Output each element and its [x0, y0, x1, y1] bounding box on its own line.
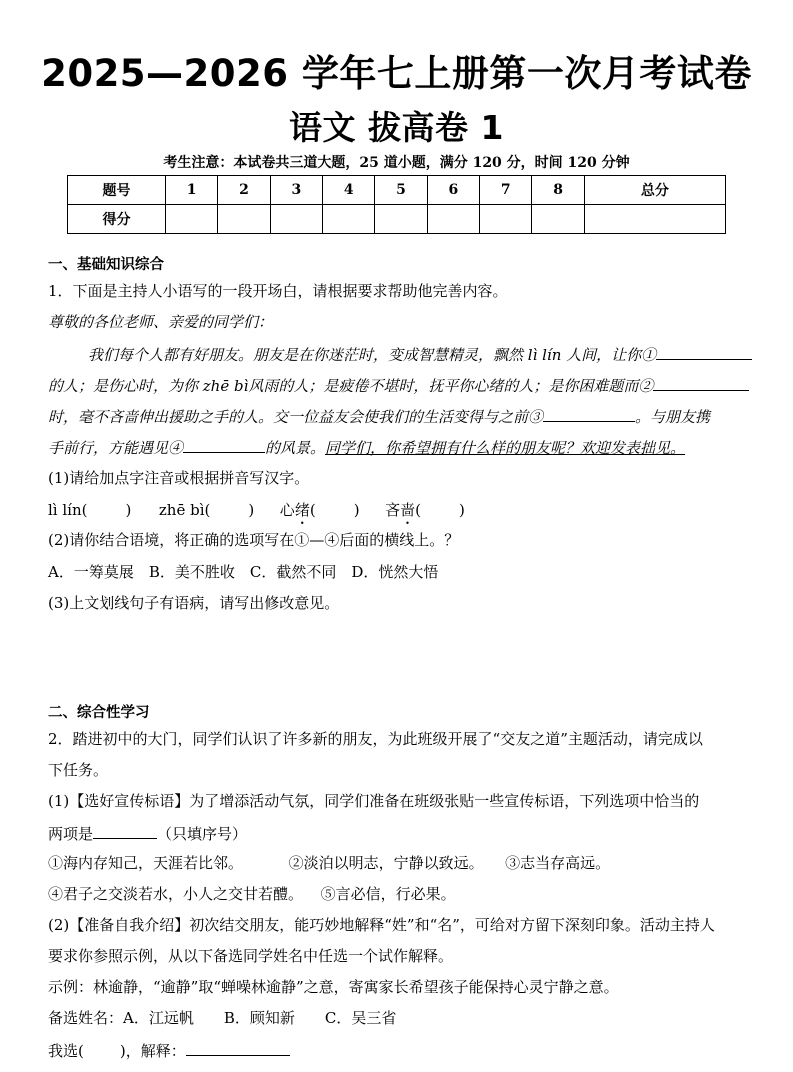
pinyin-item-b: zhē bì(: [158, 501, 211, 519]
q2-sub1-text: 两项是: [48, 825, 94, 843]
score-cell[interactable]: [270, 205, 322, 234]
q1-pinyin-row: [48, 499, 748, 528]
q1-stem: 1．下面是主持人小语写的一段开场白，请根据要求帮助他完善内容。: [48, 282, 508, 300]
score-col-5: 5: [375, 176, 427, 205]
paren-close: ): [353, 501, 360, 519]
q1-para-line2: [48, 374, 748, 396]
score-cell[interactable]: [218, 205, 270, 234]
answer-slot-d[interactable]: [421, 499, 459, 515]
q2-example: 示例：林逾静，“逾静”取“蝉噪林逾静”之意，寄寓家长希望孩子能保持心灵宁静之意。: [48, 978, 619, 996]
score-cell[interactable]: [375, 205, 427, 234]
score-col-7: 7: [480, 176, 532, 205]
slogan-option-4: ④君子之交淡若水，小人之交甘若醴。: [48, 885, 304, 903]
paren-close: ): [459, 501, 465, 519]
q1-para-text: 我们每个人都有好朋友。朋友是在你迷茫时，变成智慧精灵，飘然 lì lín 人间，让你①: [88, 346, 657, 364]
char-item-d: 吝: [385, 501, 401, 519]
q1-sub3: (3)上文划线句子有语病，请写出修改意见。: [48, 594, 340, 612]
underlined-sentence: 同学们，你希望拥有什么样的朋友呢？欢迎发表拙见。: [325, 439, 686, 457]
q2-sub1-line1: (1)【选好宣传标语】为了增添活动气氛，同学们准备在班级张贴一些宣传标语，下列选项中恰当的: [48, 792, 700, 810]
q1-para-text: 手前行，方能遇见④: [48, 439, 184, 457]
score-col-6: 6: [427, 176, 479, 205]
slogan-option-1: ①海内存知己，天涯若比邻。: [48, 854, 244, 872]
q2-sub1-text: （只填序号）: [157, 825, 248, 843]
score-cell[interactable]: [427, 205, 479, 234]
answer-blank-slogans[interactable]: [93, 822, 157, 839]
score-cell[interactable]: [166, 205, 218, 234]
answer-slot-choice[interactable]: [84, 1040, 120, 1056]
slogan-option-5: ⑤言必信，行必果。: [320, 885, 456, 903]
q2-slogan-options-row1: [48, 853, 748, 873]
blank-3[interactable]: [543, 405, 635, 422]
score-table-score-row: [68, 205, 726, 234]
answer-slot-b[interactable]: [210, 499, 248, 515]
slogan-option-2: ②淡泊以明志，宁静以致远。: [288, 854, 484, 872]
score-col-2: 2: [218, 176, 270, 205]
score-col-8: 8: [532, 176, 584, 205]
slogan-option-3: ③志当存高远。: [505, 854, 611, 872]
q2-choose-text: )，解释：: [119, 1042, 186, 1060]
score-row-label-number: 题号: [68, 176, 166, 205]
q2-slogan-options-row2: [48, 884, 748, 904]
score-col-total: 总分: [584, 176, 725, 205]
score-col-1: 1: [166, 176, 218, 205]
score-col-4: 4: [323, 176, 375, 205]
section1-heading: 一、基础知识综合: [48, 256, 164, 273]
score-cell[interactable]: [584, 205, 725, 234]
score-table-header-row: [68, 176, 726, 205]
q1-para-line4: [48, 436, 748, 458]
q2-name-options: 备选姓名：A．江远帆 B．顾知新 C．吴三省: [48, 1009, 397, 1027]
q1-options: A．一筹莫展 B．美不胜收 C．截然不同 D．恍然大悟: [48, 563, 439, 581]
exam-notice: 考生注意：本试卷共三道大题，25 道小题，满分 120 分，时间 120 分钟: [163, 155, 630, 171]
q2-sub1-line2: [48, 822, 748, 844]
q1-para-line1: [88, 343, 748, 365]
dotted-char-c: 绪: [294, 501, 310, 519]
score-col-3: 3: [270, 176, 322, 205]
q2-sub2-line1: (2)【准备自我介绍】初次结交朋友，能巧妙地解释“姓”和“名”，可给对方留下深刻印象。活动主持人: [48, 916, 715, 934]
answer-slot-a[interactable]: [87, 499, 125, 515]
q1-para-line3: [48, 405, 748, 427]
paren-open: (: [309, 501, 316, 519]
char-item-c: 心: [279, 501, 295, 519]
paren-open: (: [415, 501, 421, 519]
q1-para-text: 。与朋友携: [635, 408, 711, 426]
dotted-char-d: 啬: [400, 501, 416, 519]
q1-para-text: 的风景。: [265, 439, 326, 457]
section2-heading: 二、综合性学习: [48, 704, 150, 721]
q2-stem-line2: 下任务。: [48, 761, 109, 779]
blank-1[interactable]: [656, 343, 752, 360]
exam-title: 2025—2026 学年七上册第一次月考试卷: [41, 52, 752, 95]
answer-slot-c[interactable]: [316, 499, 354, 515]
q1-para-text: 的人；是伤心时，为你 zhē bì风雨的人；是疲倦不堪时，抚平你心绪的人；是你困难题而②: [48, 377, 654, 395]
q2-sub2-line2: 要求你参照示例，从以下备选同学姓名中任选一个试作解释。: [48, 947, 454, 965]
score-row-label-score: 得分: [68, 205, 166, 234]
q1-sub2: (2)请你结合语境，将正确的选项写在①—④后面的横线上。？: [48, 531, 460, 549]
score-cell[interactable]: [323, 205, 375, 234]
q1-greeting: 尊敬的各位老师、亲爱的同学们：: [48, 313, 274, 331]
q1-para-text: 时，毫不吝啬伸出援助之手的人。交一位益友会使我们的生活变得与之前③: [48, 408, 544, 426]
blank-2[interactable]: [653, 374, 749, 391]
paren-close: ): [248, 501, 255, 519]
exam-subtitle: 语文 拔高卷 1: [289, 108, 504, 147]
blank-4[interactable]: [183, 436, 265, 453]
q1-sub1: (1)请给加点字注音或根据拼音写汉字。: [48, 469, 310, 487]
q2-choose-text: 我选(: [48, 1042, 84, 1060]
q2-stem-line1: 2．踏进初中的大门，同学们认识了许多新的朋友，为此班级开展了“交友之道”主题活动，请完成以: [48, 730, 703, 748]
answer-blank-explanation[interactable]: [186, 1039, 290, 1056]
q2-answer-line: [48, 1039, 748, 1061]
pinyin-item-a: lì lín(: [48, 501, 88, 519]
score-cell[interactable]: [480, 205, 532, 234]
score-table: [67, 175, 726, 234]
score-cell[interactable]: [532, 205, 584, 234]
paren-close: ): [125, 501, 132, 519]
